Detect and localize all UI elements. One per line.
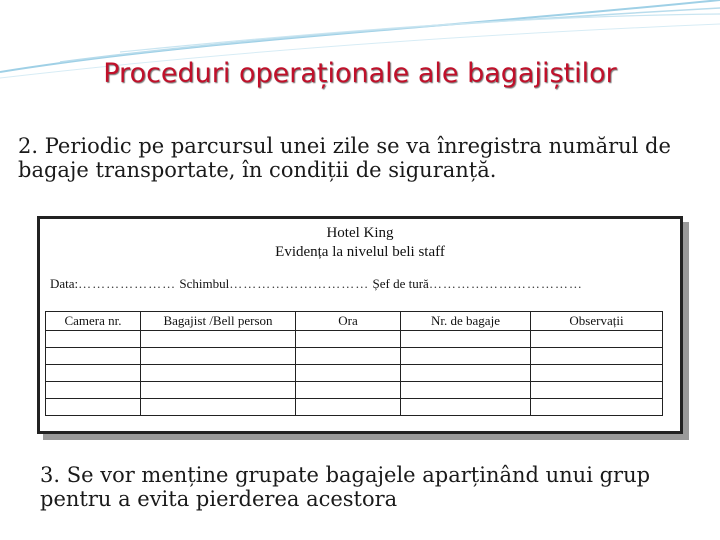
table-cell (141, 348, 296, 365)
form-subtitle: Evidența la nivelul beli staff (275, 244, 445, 260)
table-row (46, 331, 663, 348)
table-cell (531, 382, 663, 399)
table-row (46, 382, 663, 399)
table-cell (296, 331, 401, 348)
form-hotel-name: Hotel King (326, 225, 394, 241)
shift-dots: ………………………… (229, 276, 370, 291)
chief-label: Șef de tură (372, 276, 429, 291)
table-cell (296, 399, 401, 416)
column-header: Ora (296, 312, 401, 331)
table-cell (141, 382, 296, 399)
table-cell (46, 331, 141, 348)
table-header-row (46, 312, 663, 331)
point-3-text: 3. Se vor menține grupate bagajele aparținând unui grup pentru a evita pierderea acestora (40, 463, 651, 511)
table-cell (46, 365, 141, 382)
table-cell (401, 399, 531, 416)
column-header: Bagajist /Bell person (141, 312, 296, 331)
table-cell (531, 331, 663, 348)
table-cell (46, 382, 141, 399)
table-row (46, 348, 663, 365)
table-cell (46, 348, 141, 365)
date-label: Data: (50, 276, 79, 291)
column-header: Nr. de bagaje (401, 312, 531, 331)
table-cell (296, 365, 401, 382)
column-header: Camera nr. (46, 312, 141, 331)
table-cell (401, 331, 531, 348)
table-cell (141, 399, 296, 416)
table-cell (531, 399, 663, 416)
table-cell (401, 365, 531, 382)
table-cell (141, 365, 296, 382)
table-cell (401, 348, 531, 365)
table-row (46, 399, 663, 416)
table-cell (531, 348, 663, 365)
table-body (46, 331, 663, 416)
baggage-table (45, 311, 663, 416)
date-dots: ………………… (78, 276, 177, 291)
table-cell (531, 365, 663, 382)
form-fields-line (50, 276, 670, 292)
point-2-text: 2. Periodic pe parcursul unei zile se va înregistra numărul de bagaje transportate, în condiții de siguranță. (18, 134, 671, 182)
shift-label: Schimbul (179, 276, 230, 291)
table-cell (296, 382, 401, 399)
column-header: Observații (531, 312, 663, 331)
table-cell (46, 399, 141, 416)
chief-dots: …………………………… (428, 276, 583, 291)
table-cell (141, 331, 296, 348)
table-cell (296, 348, 401, 365)
slide-title: Proceduri operaționale ale bagajiștilor (103, 58, 617, 89)
table-row (46, 365, 663, 382)
table-cell (401, 382, 531, 399)
baggage-log-form (37, 216, 683, 434)
